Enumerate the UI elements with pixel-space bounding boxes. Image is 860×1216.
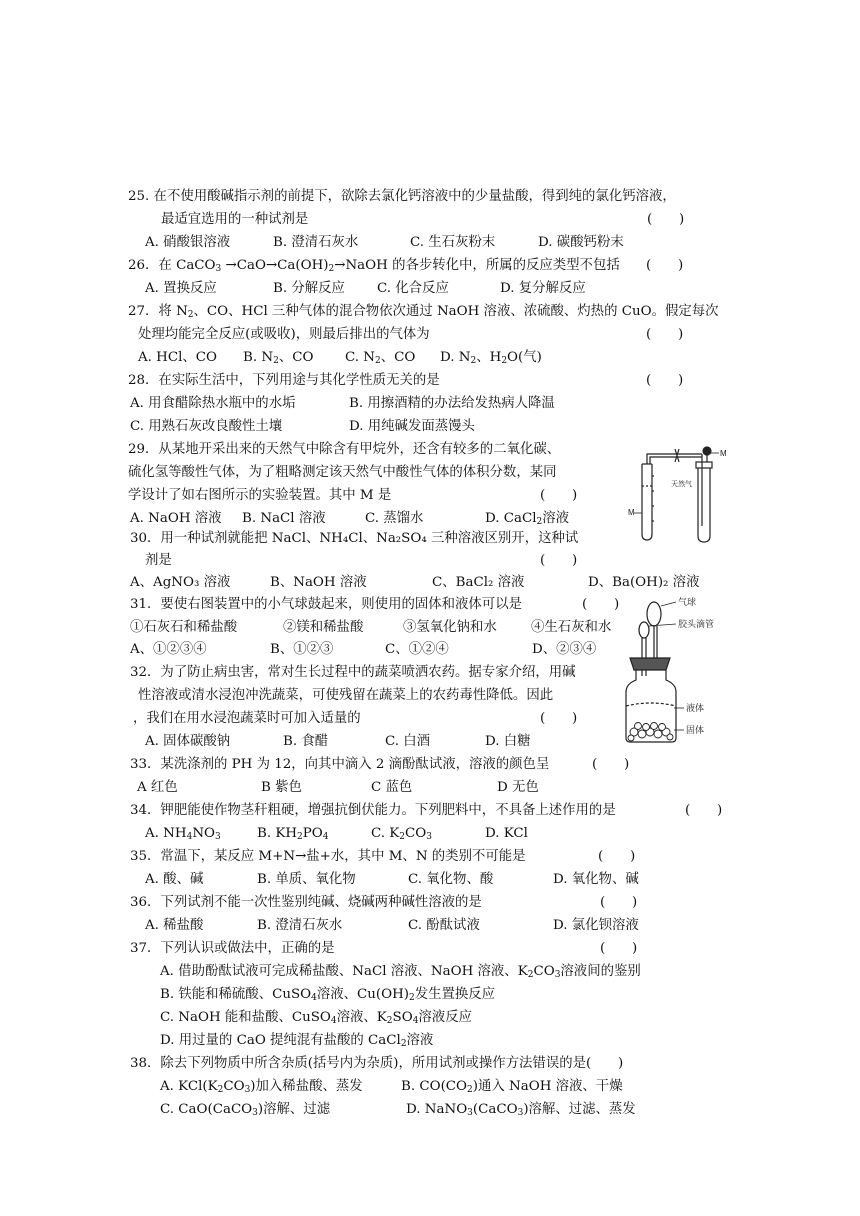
q30-stem-line2: 剂是 — [145, 553, 172, 568]
q38-option-b: B. $CO(CO_2)$通入 NaOH 溶液、干燥 — [401, 1079, 623, 1095]
q36-option-d: D. 氯化钡溶液 — [553, 918, 639, 933]
q28-stem: 28．在实际生活中，下列用途与其化学性质无关的是 — [128, 373, 440, 388]
q32-answer-paren: ( ) — [540, 711, 578, 726]
q28-option-a: A. 用食醋除热水瓶中的水垢 — [130, 396, 296, 411]
q30-option-b: B、NaOH 溶液 — [270, 575, 367, 590]
q33-option-a: A 红色 — [137, 780, 178, 795]
q30-option-a: A、AgNO₃ 溶液 — [130, 575, 231, 590]
q31-option-c: C、①②④ — [385, 642, 449, 657]
q36-stem: 36．下列试剂不能一次性鉴别纯碱、烧碱两种碱性溶液的是 — [130, 895, 482, 910]
q36-option-a: A. 稀盐酸 — [145, 918, 204, 933]
q34-option-a: A. $NH_4NO_3$ — [145, 826, 221, 842]
q31-item-1: ①石灰石和稀盐酸 — [130, 620, 238, 635]
q33-answer-paren: ( ) — [592, 757, 630, 772]
q27-option-c: C. $N_2$、CO — [345, 350, 416, 366]
q33-option-d: D 无色 — [497, 780, 539, 795]
q25-answer-paren: ( ) — [647, 212, 685, 227]
q29-stem-line1: 29．从某地开采出来的天然气中除含有甲烷外，还含有较多的二氧化碳、 — [128, 442, 561, 457]
q29-answer-paren: ( ) — [540, 488, 578, 503]
q32-option-d: D. 白糖 — [485, 734, 531, 749]
q29-option-d: D. CaCl$_2$溶液 — [485, 511, 570, 527]
q25-stem-line2: 最适宜选用的一种试剂是 — [161, 212, 309, 227]
q35-answer-paren: ( ) — [598, 849, 636, 864]
q32-option-a: A. 固体碳酸钠 — [145, 734, 231, 749]
q33-option-b: B 紫色 — [261, 780, 302, 795]
q34-option-b: B. $KH_2PO_4$ — [257, 826, 329, 842]
q27-stem-line2: 处理均能完全反应(或吸收)，则最后排出的气体为 — [138, 327, 430, 342]
q31-option-d: D、②③④ — [532, 642, 597, 657]
q38-option-c: C. CaO(CaCO$_3$)溶解、过滤 — [160, 1102, 331, 1118]
q27-option-d: D. $N_2$、$H_2O$(气) — [440, 350, 542, 366]
q29-stem-line3: 学设计了如右图所示的实验装置。其中 M 是 — [128, 488, 392, 503]
q26-option-c: C. 化合反应 — [377, 281, 449, 296]
q36-answer-paren: ( ) — [600, 895, 638, 910]
q29-option-c: C. 蒸馏水 — [365, 511, 424, 526]
q27-stem-line1: 27．将 $N_2$、CO、HCl 三种气体的混合物依次通过 NaOH 溶液、浓硫酸、灼热的 CuO。假定每次 — [128, 304, 719, 320]
q37-option-d: D. 用过量的 CaO 提纯混有盐酸的 CaCl$_2$溶液 — [160, 1033, 434, 1049]
q36-option-b: B. 澄清石灰水 — [257, 918, 343, 933]
q31-item-3: ③氢氧化钠和水 — [403, 620, 497, 635]
q32-stem-line3: ，我们在用水浸泡蔬菜时可加入适量的 — [133, 711, 361, 726]
balloon-apparatus-figure — [624, 596, 734, 746]
q34-stem: 34．钾肥能使作物茎秆粗硬，增强抗倒伏能力。下列肥料中，不具备上述作用的是 — [130, 803, 616, 818]
q31-item-4: ④生石灰和水 — [531, 620, 612, 635]
fig31-label-dropper: 胶头滴管 — [678, 619, 715, 629]
q32-stem-line2: 性溶液或清水浸泡冲洗蔬菜，可使残留在蔬菜上的农药毒性降低。因此 — [138, 688, 554, 703]
fig29-label-gas: 天然气 — [671, 481, 692, 488]
q34-option-c: C. $K_2CO_3$ — [371, 826, 432, 842]
q29-option-b: B. NaCl 溶液 — [242, 511, 326, 526]
q25-option-a: A. 硝酸银溶液 — [145, 235, 231, 250]
q27-option-a: A. HCl、CO — [138, 350, 218, 365]
q35-option-d: D. 氧化物、碱 — [553, 872, 639, 887]
q25-stem-line1: 25. 在不使用酸碱指示剂的前提下，欲除去氯化钙溶液中的少量盐酸，得到纯的氯化钙溶液， — [128, 189, 676, 204]
q35-option-c: C. 氧化物、酸 — [408, 872, 494, 887]
fig29-label-m-right: M — [720, 449, 727, 458]
q34-option-d: D. KCl — [485, 826, 528, 841]
q31-answer-paren: ( ) — [582, 597, 620, 612]
q25-option-c: C. 生石灰粉末 — [410, 235, 496, 250]
q26-stem: 26．在 CaCO$_3$ $\to CaO\to Ca(OH)_2\to NaOH$ 的各步转化中，所属的反应类型不包括 — [128, 258, 620, 274]
fig29-label-m-left: M — [628, 508, 635, 517]
gas-apparatus-figure — [620, 446, 730, 546]
q26-option-b: B. 分解反应 — [273, 281, 345, 296]
q26-answer-paren: ( ) — [646, 258, 684, 273]
q33-stem: 33．某洗涤剂的 PH 为 12，向其中滴入 2 滴酚酞试液，溶液的颜色呈 — [130, 757, 550, 772]
q28-option-d: D. 用纯碱发面蒸馒头 — [349, 419, 475, 434]
q31-stem: 31．要使右图装置中的小气球鼓起来，则使用的固体和液体可以是 — [130, 597, 522, 612]
q38-option-d: D. NaNO$_3$(CaCO$_3$)溶解、过滤、蒸发 — [406, 1102, 636, 1118]
q31-option-a: A、①②③④ — [130, 642, 207, 657]
q37-stem: 37．下列认识或做法中，正确的是 — [130, 941, 335, 956]
q30-answer-paren: ( ) — [540, 553, 578, 568]
q28-option-c: C. 用熟石灰改良酸性土壤 — [130, 419, 283, 434]
q27-answer-paren: ( ) — [646, 327, 684, 342]
fig31-label-balloon: 气球 — [678, 597, 697, 607]
q31-option-b: B、①②③ — [270, 642, 334, 657]
q37-option-b: B. 铁能和稀硫酸、CuSO$_4$溶液、$Cu(OH)_2$发生置换反应 — [160, 987, 496, 1003]
q30-option-d: D、Ba(OH)₂ 溶液 — [588, 575, 700, 590]
q25-option-b: B. 澄清石灰水 — [273, 235, 359, 250]
q29-option-a: A. NaOH 溶液 — [130, 511, 222, 526]
q29-stem-line2: 硫化氢等酸性气体，为了粗略测定该天然气中酸性气体的体积分数，某同 — [128, 465, 557, 480]
q32-stem-line1: 32．为了防止病虫害，常对生长过程中的蔬菜喷洒农药。据专家介绍，用碱 — [130, 665, 576, 680]
q27-option-b: B. $N_2$、CO — [243, 350, 314, 366]
q36-option-c: C. 酚酞试液 — [408, 918, 480, 933]
q32-option-b: B. 食醋 — [283, 734, 329, 749]
q38-stem: 38．除去下列物质中所含杂质(括号内为杂质)，所用试剂或操作方法错误的是( ) — [130, 1056, 624, 1071]
fig31-label-liquid: 液体 — [686, 703, 705, 713]
q26-option-a: A. 置换反应 — [145, 281, 217, 296]
q25-option-d: D. 碳酸钙粉末 — [538, 235, 624, 250]
q30-stem-line1: 30．用一种试剂就能把 NaCl、NH₄Cl、Na₂SO₄ 三种溶液区别开，这种试 — [130, 531, 579, 546]
q37-answer-paren: ( ) — [600, 941, 638, 956]
q37-option-c: C. NaOH 能和盐酸、CuSO$_4$溶液、$K_2SO_4$溶液反应 — [160, 1010, 472, 1026]
q26-option-d: D. 复分解反应 — [500, 281, 586, 296]
q35-stem: 35．常温下，某反应 M+N→盐+水，其中 M、N 的类别不可能是 — [130, 849, 526, 864]
q28-answer-paren: ( ) — [646, 373, 684, 388]
fig31-label-solid: 固体 — [686, 725, 705, 735]
q28-option-b: B. 用擦酒精的办法给发热病人降温 — [349, 396, 555, 411]
q32-option-c: C. 白酒 — [385, 734, 431, 749]
q38-option-a: A. $KCl(K_2CO_3)$加入稀盐酸、蒸发 — [160, 1079, 363, 1095]
q31-item-2: ②镁和稀盐酸 — [283, 620, 364, 635]
q35-option-a: A. 酸、碱 — [145, 872, 204, 887]
q35-option-b: B. 单质、氧化物 — [257, 872, 356, 887]
q30-option-c: C、BaCl₂ 溶液 — [432, 575, 525, 590]
q37-option-a: A. 借助酚酞试液可完成稀盐酸、NaCl 溶液、NaOH 溶液、$K_2CO_3$溶液间的鉴别 — [160, 964, 641, 980]
q34-answer-paren: ( ) — [685, 803, 723, 818]
q33-option-c: C 蓝色 — [371, 780, 413, 795]
